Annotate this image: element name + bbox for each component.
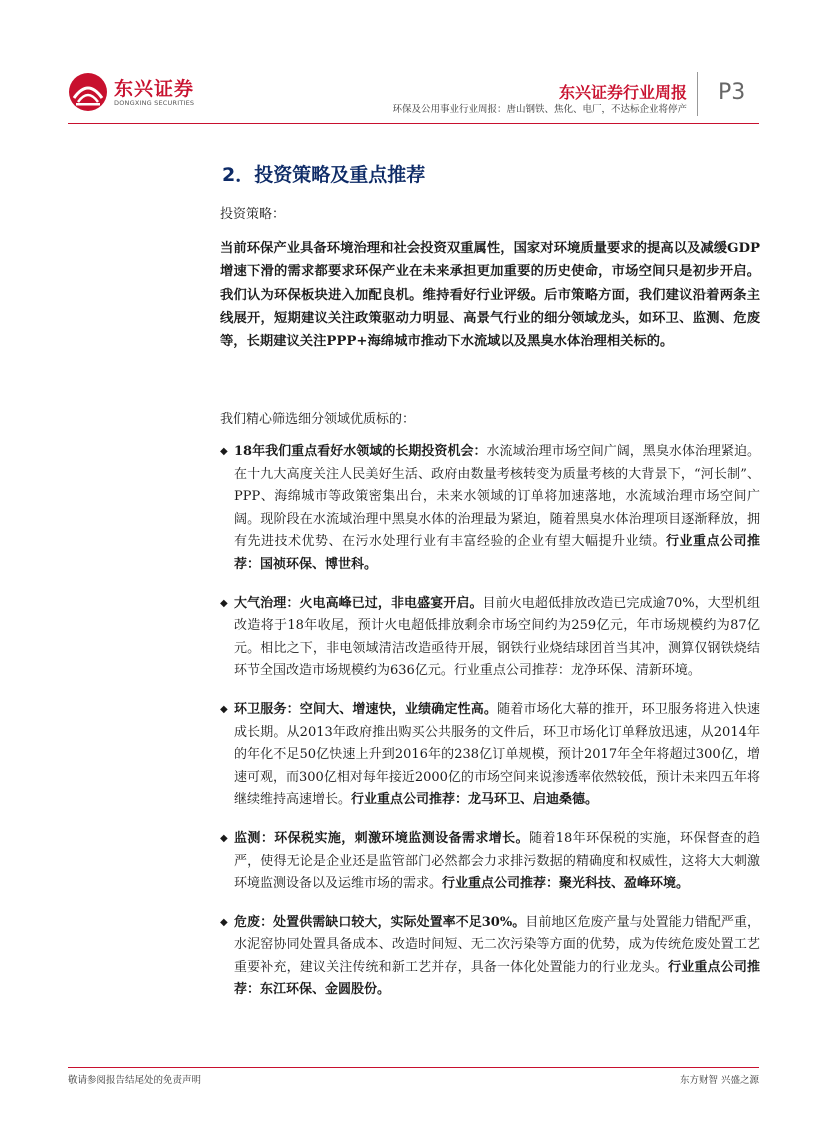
bullet-body: 随着18年环保税的实施，环保督查的趋严，使得无论是企业还是监管部门必然都会力求排污数据的精确度和权威性，这将大大刺激环境监测设备以及运维市场的需求。	[234, 830, 760, 892]
header-rule	[68, 123, 759, 124]
list-item	[220, 699, 760, 812]
bullet-recommendation: 行业重点公司推荐：国祯环保、博世科。	[234, 534, 760, 572]
report-subtitle: 环保及公用事业行业周报：唐山钢铁、焦化、电厂，不达标企业将停产	[392, 104, 687, 115]
dongxing-logo-icon	[68, 72, 108, 112]
bullet-heading: 大气治理：火电高峰已过，非电盛宴开启。	[234, 595, 483, 611]
section-title: 2．投资策略及重点推荐	[222, 164, 426, 186]
bullet-body: 水流域治理市场空间广阔，黑臭水体治理紧迫。在十九大高度关注人民美好生活、政府由数量考核转变为质量考核的大背景下，“河长制”、PPP、海绵城市等政策密集出台，未来水领域的订单将加速落地，水流域治理市场空间广阔。现阶段在水流域治理中黑臭水体的治理最为紧迫，随着黑臭水体治理项目逐渐释放，拥有先进技术优势、在污水处理行业有丰富经验的企业有望大幅提升业绩。	[234, 444, 760, 550]
bullet-recommendation: 行业重点公司推荐：龙马环卫、启迪桑德。	[351, 792, 599, 808]
bullet-recommendation: 行业重点公司推荐：东江环保、金圆股份。	[234, 959, 760, 998]
disclaimer-note: 敬请参阅报告结尾处的免责声明	[68, 1075, 202, 1086]
footer-rule	[68, 1067, 759, 1068]
logo-english-name: DONGXING SECURITIES	[114, 99, 195, 107]
list-item	[220, 912, 760, 1002]
diamond-bullet-icon: ◆	[220, 446, 228, 457]
logo-chinese-name: 东兴证券	[114, 78, 195, 100]
bullet-body: 随着市场化大幕的推开，环卫服务将进入快速成长期。从2013年政府推出购买公共服务的文件后，环卫市场化订单释放迅速，从2014年的年化不足50亿快速上升到2016年的238亿订单规模，预计2017年全年将超过300亿，增速可观，而300亿相对每年接近2000亿的市场空间来说渗透率依然较低，预计未来四五年将继续维持高速增长。	[234, 701, 760, 808]
diamond-bullet-icon: ◆	[220, 916, 228, 928]
strategy-paragraph: 当前环保产业具备环境治理和社会投资双重属性，国家对环境质量要求的提高以及减缓GDP增速下滑的需求都要求环保产业在未来承担更加重要的历史使命，市场空间只是初步开启。我们认为环保板块进入加配良机。维持看好行业评级。后市策略方面，我们建议沿着两条主线展开，短期建议关注政策驱动力明显、高景气行业的细分领域龙头，如环卫、监测、危废等，长期建议关注PPP+海绵城市推动下水流域以及黑臭水体治理相关标的。	[220, 241, 760, 350]
company-logo	[68, 70, 208, 116]
bullet-body: 目前火电超低排放改造已完成逾70%，大型机组改造将于18年收尾，预计火电超低排放剩余市场空间约为259亿元，年市场规模约为87亿元。相比之下，非电领域清洁改造亟待开展，钢铁行业烧结球团首当其冲，测算仅钢铁烧结环节全国改造市场规模约为636亿元。行业重点公司推荐：龙净环保、清新环境。	[234, 595, 760, 679]
report-title: 东兴证券行业周报	[558, 83, 687, 102]
recommendation-list	[220, 441, 760, 1018]
strategy-label: 投资策略：	[220, 207, 286, 222]
header-divider	[697, 72, 698, 116]
bullet-heading: 危废：处置供需缺口较大，实际处置率不足30%。	[234, 914, 526, 930]
diamond-bullet-icon: ◆	[220, 703, 228, 715]
page-number: P3	[718, 80, 746, 105]
bullet-heading: 18年我们重点看好水领域的长期投资机会：	[234, 444, 487, 459]
list-item	[220, 828, 760, 896]
list-item	[220, 593, 760, 683]
selection-label: 我们精心筛选细分领域优质标的：	[220, 412, 416, 427]
diamond-bullet-icon: ◆	[220, 832, 228, 844]
bullet-body: 目前地区危废产量与处置能力错配严重，水泥窑协同处置具备成本、改造时间短、无二次污染等方面的优势，成为传统危废处置工艺重要补充，建议关注传统和新工艺并存，具备一体化处置能力的行业龙头。	[234, 914, 760, 975]
bullet-recommendation: 行业重点公司推荐：聚光科技、盈峰环境。	[442, 876, 690, 892]
footer-slogan: 东方财智 兴盛之源	[679, 1075, 759, 1086]
list-item	[220, 441, 760, 577]
diamond-bullet-icon: ◆	[220, 597, 228, 609]
bullet-heading: 监测：环保税实施，刺激环境监测设备需求增长。	[234, 830, 529, 846]
bullet-heading: 环卫服务：空间大、增速快，业绩确定性高。	[234, 701, 498, 717]
